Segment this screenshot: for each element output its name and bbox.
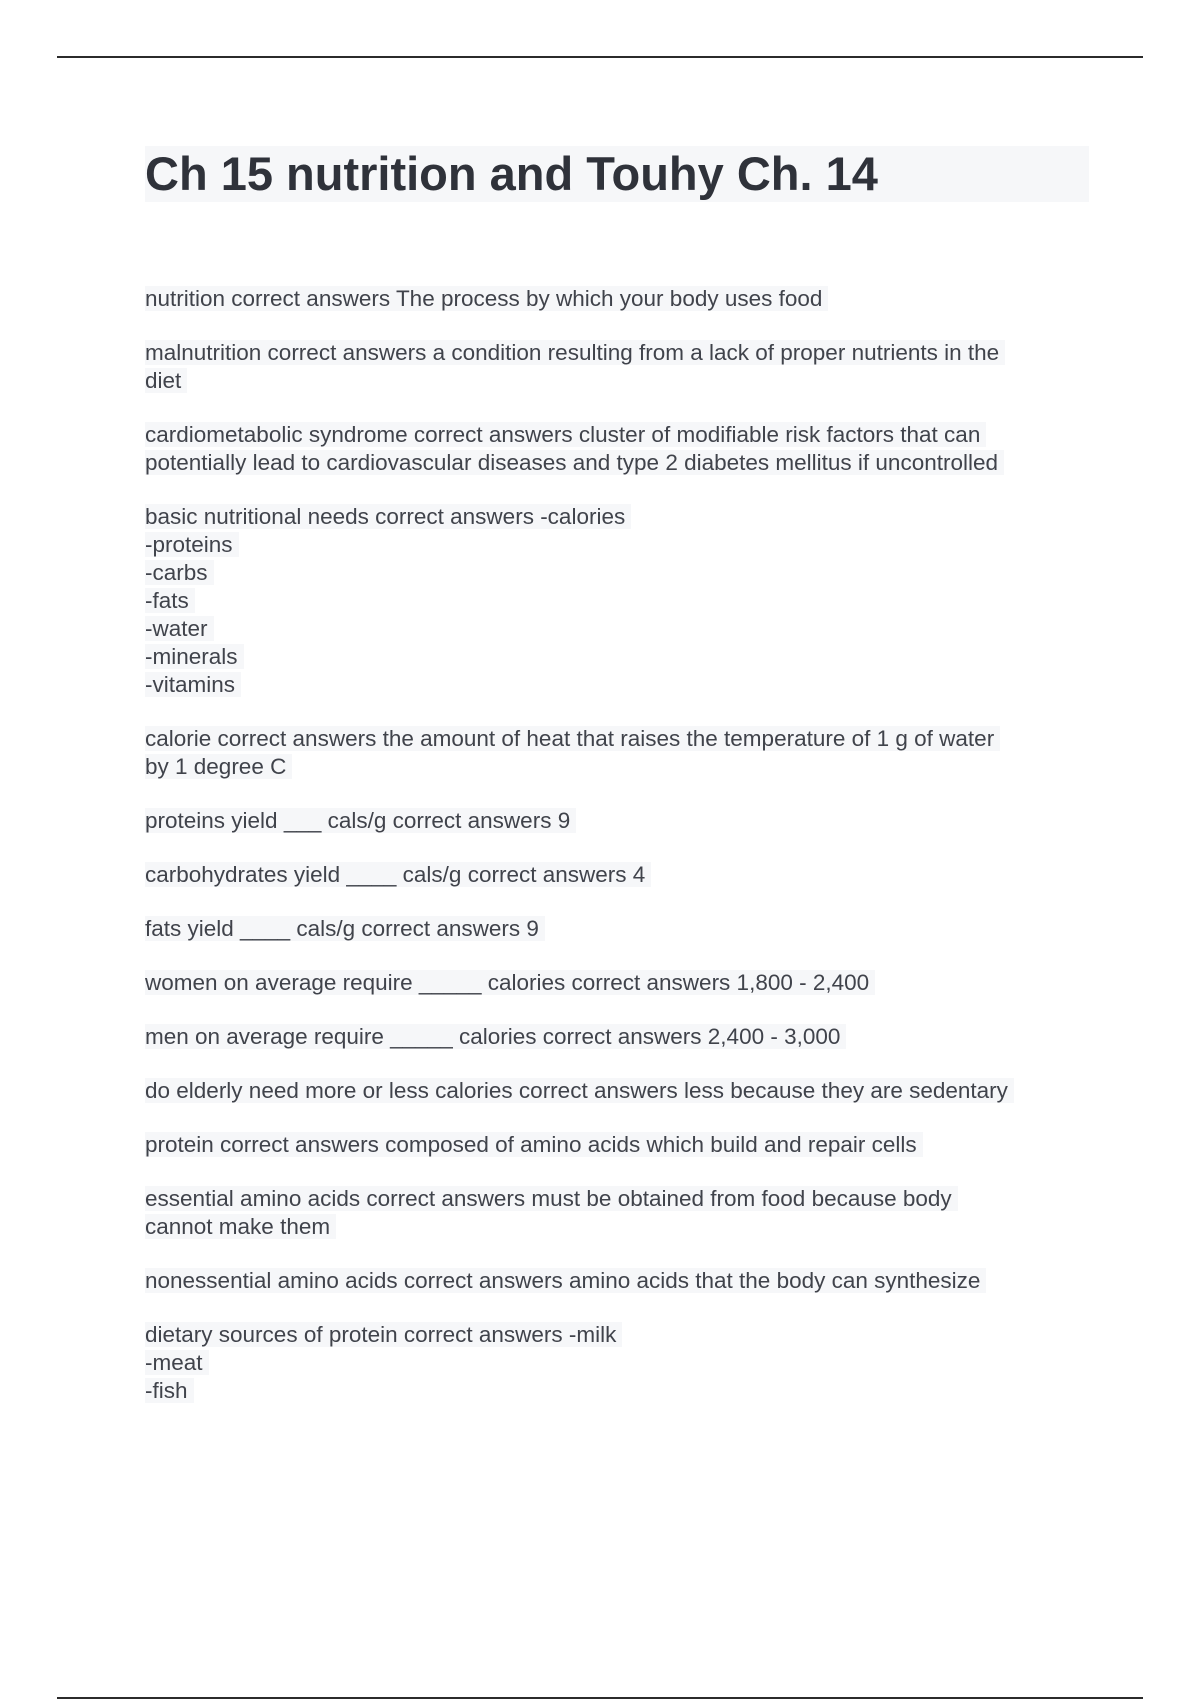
bottom-divider xyxy=(57,1697,1143,1699)
entry-text: -carbs xyxy=(145,560,214,585)
entry-line xyxy=(145,559,1085,587)
entry-line xyxy=(145,1321,1085,1349)
entry-text: -meat xyxy=(145,1350,209,1375)
entry-line xyxy=(145,615,1085,643)
entry-text: -minerals xyxy=(145,644,244,669)
entry-text: dietary sources of protein correct answers -milk xyxy=(145,1322,622,1347)
entry-line xyxy=(145,969,1085,997)
entry-text: -fats xyxy=(145,588,195,613)
entry-text: men on average require _____ calories correct answers 2,400 - 3,000 xyxy=(145,1024,846,1049)
entry-line xyxy=(145,1131,1085,1159)
entry-text: nutrition correct answers The process by which your body uses food xyxy=(145,286,828,311)
entry-text: carbohydrates yield ____ cals/g correct answers 4 xyxy=(145,862,651,887)
flashcard-list xyxy=(145,285,1085,1431)
entry-line xyxy=(145,807,1085,835)
entry-line xyxy=(145,1023,1085,1051)
entry-text: -water xyxy=(145,616,214,641)
flashcard-entry xyxy=(145,421,1085,477)
entry-text: -fish xyxy=(145,1378,194,1403)
entry-text: essential amino acids correct answers must be obtained from food because body xyxy=(145,1186,958,1211)
entry-line xyxy=(145,339,1085,367)
flashcard-entry xyxy=(145,339,1085,395)
entry-line xyxy=(145,1267,1085,1295)
entry-line xyxy=(145,1349,1085,1377)
entry-text: malnutrition correct answers a condition resulting from a lack of proper nutrients in the xyxy=(145,340,1005,365)
entry-text: potentially lead to cardiovascular diseases and type 2 diabetes mellitus if uncontrolled xyxy=(145,450,1004,475)
entry-text: proteins yield ___ cals/g correct answers 9 xyxy=(145,808,576,833)
entry-line xyxy=(145,1377,1085,1405)
entry-line xyxy=(145,1077,1085,1105)
entry-line xyxy=(145,915,1085,943)
entry-line xyxy=(145,531,1085,559)
entry-line xyxy=(145,587,1085,615)
entry-text: cardiometabolic syndrome correct answers cluster of modifiable risk factors that can xyxy=(145,422,986,447)
entry-line xyxy=(145,753,1085,781)
flashcard-entry xyxy=(145,861,1085,889)
entry-text: protein correct answers composed of amino acids which build and repair cells xyxy=(145,1132,923,1157)
top-divider xyxy=(57,56,1143,58)
entry-text: women on average require _____ calories correct answers 1,800 - 2,400 xyxy=(145,970,875,995)
entry-line xyxy=(145,725,1085,753)
entry-line xyxy=(145,861,1085,889)
entry-line xyxy=(145,643,1085,671)
flashcard-entry xyxy=(145,1267,1085,1295)
flashcard-entry xyxy=(145,1321,1085,1405)
flashcard-entry xyxy=(145,807,1085,835)
entry-line xyxy=(145,449,1085,477)
entry-text: by 1 degree C xyxy=(145,754,292,779)
entry-line xyxy=(145,367,1085,395)
flashcard-entry xyxy=(145,1077,1085,1105)
flashcard-entry xyxy=(145,1023,1085,1051)
entry-text: cannot make them xyxy=(145,1214,336,1239)
entry-text: nonessential amino acids correct answers amino acids that the body can synthesize xyxy=(145,1268,986,1293)
flashcard-entry xyxy=(145,915,1085,943)
entry-text: calorie correct answers the amount of heat that raises the temperature of 1 g of water xyxy=(145,726,1000,751)
flashcard-entry xyxy=(145,503,1085,699)
entry-text: do elderly need more or less calories correct answers less because they are sedentary xyxy=(145,1078,1014,1103)
entry-line xyxy=(145,503,1085,531)
entry-text: -proteins xyxy=(145,532,239,557)
entry-text: basic nutritional needs correct answers -calories xyxy=(145,504,631,529)
entry-text: diet xyxy=(145,368,187,393)
entry-line xyxy=(145,1185,1085,1213)
flashcard-entry xyxy=(145,1131,1085,1159)
entry-line xyxy=(145,671,1085,699)
flashcard-entry xyxy=(145,969,1085,997)
flashcard-entry xyxy=(145,285,1085,313)
flashcard-entry xyxy=(145,725,1085,781)
entry-text: -vitamins xyxy=(145,672,241,697)
entry-line xyxy=(145,1213,1085,1241)
document-title: Ch 15 nutrition and Touhy Ch. 14 xyxy=(145,147,878,200)
entry-text: fats yield ____ cals/g correct answers 9 xyxy=(145,916,545,941)
entry-line xyxy=(145,285,1085,313)
flashcard-entry xyxy=(145,1185,1085,1241)
entry-line xyxy=(145,421,1085,449)
